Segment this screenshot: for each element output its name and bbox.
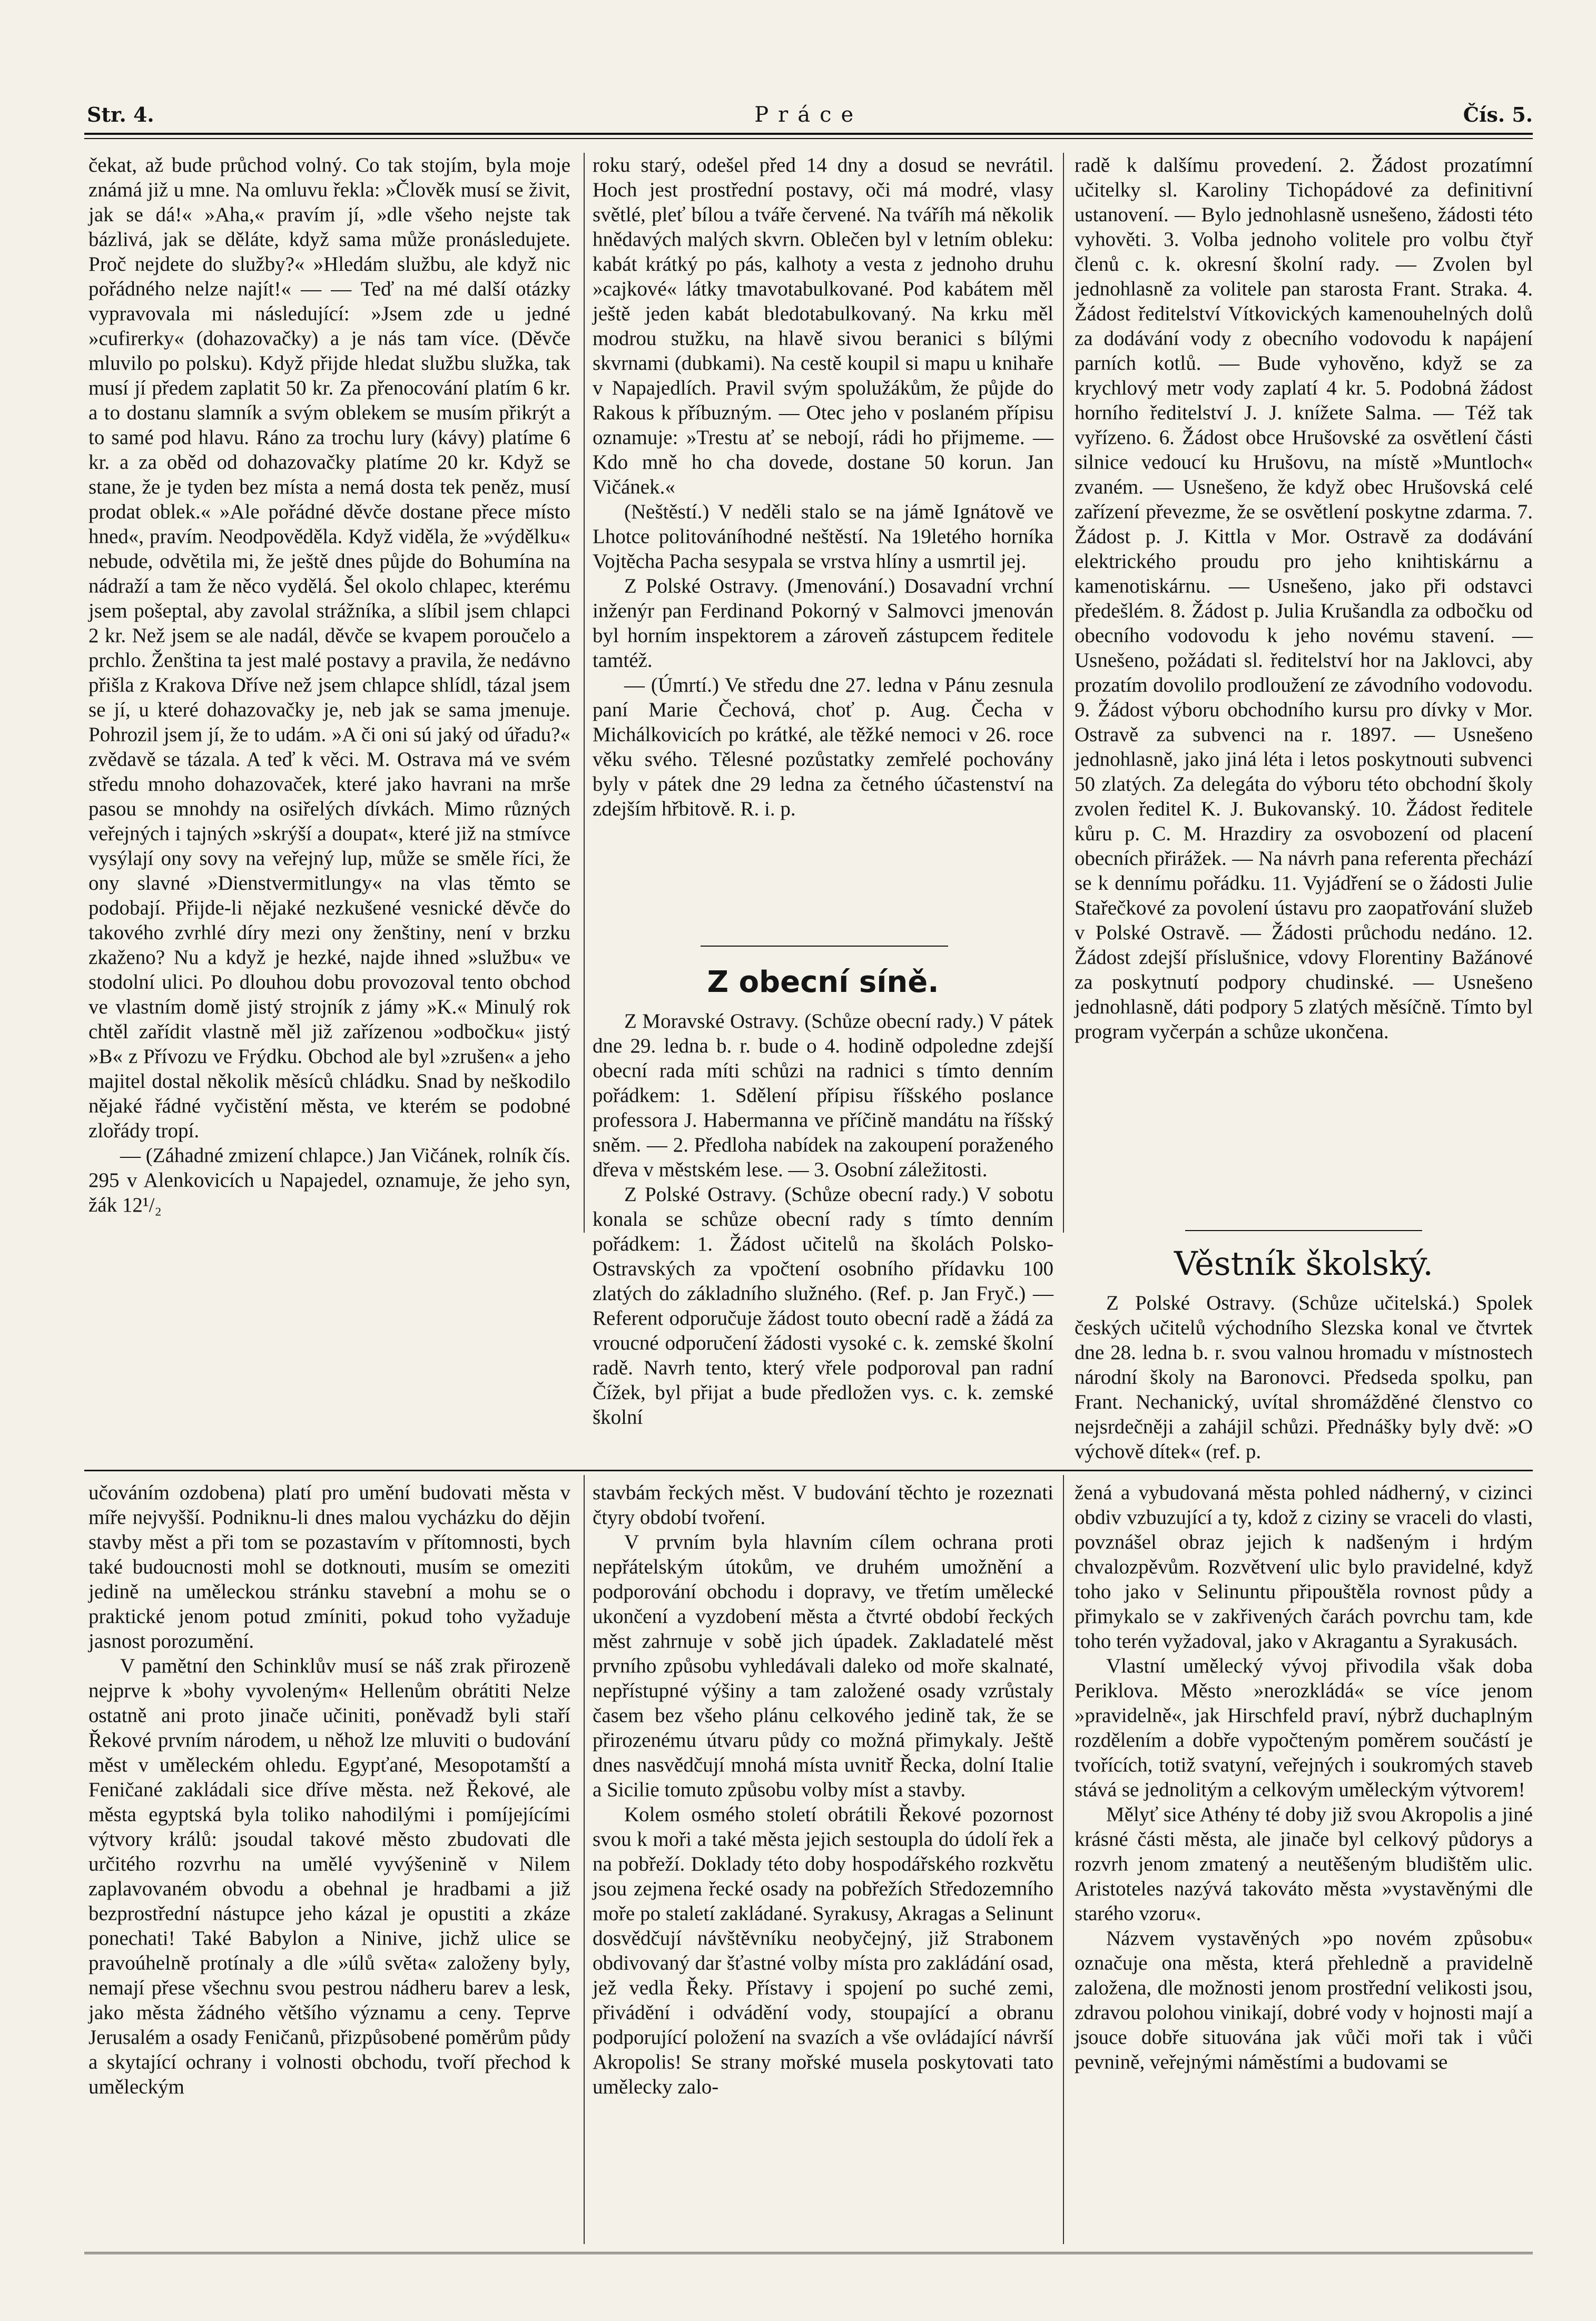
- article-paragraph: Z Polské Ostravy. (Schůze obecní rady.) V sobotu konala se schůze obecní rady s tímto denním pořádkem: 1. Žádost učitelů na školách Polsko-Ostravských za vpočtení osobního přídavku 100 zlatých do základního služného. (Ref. p. Jan Fryč.) — Referent odporučuje žádost touto obecní radě a žádá za vroucné odporučení žádosti vysoké c. k. zemské školní radě. Navrh tento, který vřele podporoval pan radní Čížek, byl přijat a bude předložen vys. c. k. zemské školní: [593, 1183, 1053, 1429]
- section-title-vestnik: Věstník školský.: [1174, 1244, 1433, 1283]
- column-separator: [1063, 153, 1064, 1233]
- bottom-column-2: [593, 1480, 1053, 2244]
- masthead: [87, 103, 1533, 134]
- newspaper-title: Práce: [754, 103, 863, 127]
- article-paragraph: Kolem osmého století obrátili Řekové pozornost svou k moři a také města jejich sestoupla do údolí řek a na pobřeží. Doklady této doby hospodářského rozkvětu jsou zejmena řecké osady na pobřežích Středozemního moře po staletí zakládané. Syrakusy, Akragas a Selinunt dosvědčují návštěvníku neobyčejný, již Strabonem obdivovaný dar šťastné volby místa pro zakládání osad, jež vedla Řeky. Přístavy i spojení po suché zemi, přivádění i odvádění vody, stoupající a obranu podporující položení na svazích a vše ovládající návrší Akropolis! Se strany mořské musela poskytovati tato umělecky zalo-: [593, 1803, 1053, 2098]
- article-paragraph: stavbám řeckých měst. V budování těchto je rozeznati čtyry období tvoření.: [593, 1481, 1053, 1529]
- top-column-1: [88, 153, 570, 1233]
- article-paragraph: Mělyť sice Athény té doby již svou Akropolis a jiné krásné části města, ale jinače byl celkový půdorys a rozvrh jenom zmatený a neutěšeným bludištěm ulic. Aristoteles nazývá takováto města »vystavěnými dle starého vzoru«.: [1075, 1803, 1533, 1925]
- article-paragraph: — (Záhadné zmizení chlapce.) Jan Vičánek, rolník čís. 295 v Alenkovicích u Napajedel, oznamuje, že jeho syn, žák 12¹/₂: [88, 1144, 570, 1216]
- article-paragraph: Z Polské Ostravy. (Schůze učitelská.) Spolek českých učitelů východního Slezska konal ve čtvrtek dne 28. ledna b. r. svou valnou hromadu v místnostech národní školy na Baronovci. Předseda spolku, pan Frant. Nechanický, uvítal shromážděné členstvo co nejsrdečněji a zahájil schůzi. Přednášky byly dvě: »O výchově dítek« (ref. p.: [1075, 1292, 1533, 1463]
- article-paragraph: radě k dalšímu provedení. 2. Žádost prozatímní učitelky sl. Karoliny Tichopádové za definitivní ustanovení. — Bylo jednohlasně usnešeno, žádosti této vyhověti. 3. Volba jednoho volitele pro volbu čtyř členů c. k. okresní školní rady. — Zvolen byl jednohlasně za volitele pan starosta Frant. Straka. 4. Žádost ředitelství Vítkovických kamenouhelných dolů za dodávání vody z obecního vodovodu k napájení parních kotlů. — Bude vyhověno, když se za krychlový metr vody zaplatí 4 kr. 5. Podobná žádost horního ředitelství J. J. knížete Salma. — Též tak vyřízeno. 6. Žádost obce Hrušovské za osvětlení části silnice vedoucí ku Hrušovu, na místě »Muntloch« zvaném. — Usnešeno, že když obec Hrušovská celé zařízení převezme, že se osvětlení poskytne zdarma. 7. Žádost p. J. Kittla v Mor. Ostravě za dodávání elektrického proudu pro jeho knihtiskárnu a kamenotiskárnu. — Usnešeno, jako při odstavci předešlém. 8. Žádost p. Julia Krušandla za odbočku od obecního vodovodu k jeho novému stavení. — Usnešeno, požádati sl. ředitelství hor na Jaklovci, aby prozatím dovolilo prodloužení ze závodního vodovodu. 9. Žádost výboru obchodního kursu pro dívky v Mor. Ostravě za subvenci na r. 1897. — Usnešeno jednohlasně, jako jiná léta i letos poskytnouti subvenci 50 zlatých. Za delegáta do výboru této obchodní školy zvolen ředitel K. J. Bukovanský. 10. Žádost ředitele kůru p. C. M. Hrazdiry za osvobození od placení obecních přirážek. — Na návrh pana referenta přechází se k dennímu pořádku. 11. Vyjádření se o žádosti Julie Stařečkové za povolení ústavu pro zaopatřování služeb v Polské Ostravě. — Žádosti průchodu nedáno. 12. Žádost zdejší příslušnice, vdovy Florentiny Bažánové za poskytnutí podpory chudinské. — Usnešeno jednohlasně, dáti podpory 5 zlatých měsíčně. Tímto byl program vyčerpán a schůze ukončena.: [1075, 154, 1533, 1043]
- column-separator: [584, 153, 585, 1233]
- top-column-2: [593, 153, 1053, 948]
- masthead-rule: [84, 133, 1533, 135]
- article-paragraph: Vlastní umělecký vývoj přivodila však doba Periklova. Město »nerozkládá« se více jenom »pravidelně«, jak Hirschfeld praví, nýbrž duchaplným rozdělením a dobře vypočteným poměrem součástí je tvořících, totiž svatyní, veřejných i soukromých staveb stává se jednolitým a celkovým uměleckým výtvorem!: [1075, 1655, 1533, 1801]
- article-paragraph: V pamětní den Schinklův musí se náš zrak přirozeně nejprve k »bohy vyvoleným« Hellenům obrátiti Nelze ostatně ani proto jinače učiniti, poněvadž byli staří Řekové prvním národem, u něhož lze mluviti o budování měst v uměleckém ohledu. Egypťané, Mesopotamští a Feničané zakládali sice dříve města. než Řekové, ale města egyptská byla toliko nahodilými i pomíjejícími výtvory králů: jsoudal takové město zbudovati dle určitého rozvrhu na umělé vyvýšenině v Nilem zaplavovaném obvodu a obehnal je hradbami a již bezprostřední nástupce jeho kázal je opustiti a zkáze ponechati! Také Babylon a Ninive, jichž ulice se pravoúhelně protínaly a dle »úlů světa« založeny byly, nemají přese všechnu svou pestrou nádheru barev a lesk, jako města žádného většího významu a ceny. Teprve Jerusalém a osady Feničanů, přizpůsobené poměrům půdy a skytající ochrany i volnosti obchodu, tvoří přechod k uměleckým: [88, 1655, 570, 2098]
- article-paragraph: Z Polské Ostravy. (Jmenování.) Dosavadní vrchní inženýr pan Ferdinand Pokorný v Salmovci jmenován byl horním inspektorem a zároveň zástupcem ředitele tamtéž.: [593, 575, 1053, 672]
- section-rule: [701, 946, 948, 947]
- article-paragraph: žená a vybudovaná města pohled nádherný, v cizinci obdiv vzbuzující a ty, kdož z ciziny se vraceli do vlasti, povznášel obraz jejich k nadšeným i hrdým chvalozpěvům. Rozvětvení ulic bylo pravidelné, když toho jako v Selinuntu připouštěla rovnost půdy a přimykalo se v zakřivených čarách povrchu tam, kde toho terén vyžadoval, jako v Akragantu a Syrakusách.: [1075, 1481, 1533, 1653]
- section-title-obecni: Z obecní síně.: [707, 965, 939, 999]
- page-number: Str. 4.: [87, 103, 154, 126]
- article-paragraph: čekat, až bude průchod volný. Co tak stojím, byla moje známá již u mne. Na omluvu řekla: »Člověk musí se živit, jak se dá!« »Aha,« pravím jí, »dle všeho nejste tak bázlivá, jak se děláte, když sama může pronásledujete. Proč nejdete do služby?« »Hledám službu, ale když nic pořádného nelze najít!« — — Teď na mé další otázky vypravovala mi následující: »Jsem zde u jedné »cufirerky« (dohazovačky) a je nás tam více. (Děvče mluvilo po polsku). Když přijde hledat službu služka, tak musí jí předem zaplatit 50 kr. Za přenocování platím 6 kr. a to dostanu slamník a svým oblekem se musím přikrýt a to samé pod hlavu. Ráno za trochu lury (kávy) platíme 6 kr. a za oběd od dohazovačky platíme 20 kr. Když se stane, že je tyden bez místa a nemá dosta tek peněz, musí prodat oblek.« »Ale pořádné děvče dostane přece místo hned«, pravím. Neodpověděla. Když viděla, že »výdělku« nebude, odvětila mi, že ještě dnes půjde do Bohumína na nádraží a tam že něco vydělá. Šel okolo chlapec, kterému jsem pošeptal, aby zavolal strážníka, a slíbil jsem chlapci 2 kr. Než jsem se ale nadál, děvče se kvapem poroučelo a prchlo. Ženština ta jest malé postavy a pravila, že nedávno přišla z Krakova Dříve než jsem chlapce shlídl, tázal jsem se jí, u které dohazovačky je, neb jak se sama jmenuje. Pohrozil jsem jí, že to udám. »A či oni sú jaký od úřadu?« zvědavě se tázala. A teď k věci. M. Ostrava má ve svém středu mnoho dohazovaček, které jako havrani na mrše pasou se mnohdy na osiřelých dívkách. Mimo různých veřejných i tajných »skrýší a doupat«, které již na stmívce vysýlají ony sovy na veřejný lup, může se směle říci, že ony slavné »Dienstvermitlungy« na vlas těmto se podobají. Přijde-li nějaké nezkušené vesnické děvče do takového zvrhlé díry mezi ony ženštiny, není v brzku zkaženo? Nu a když je hezké, najde ihned »službu« ve stodolní ulici. Po dlouhou dobu provozoval tento obchod ve vlastním domě jistý strojník z jámy »K.« Minulý rok chtěl zařídit vlastně měl již zařízenou »odbočku« jistý »B« z Přívozu ve Frýdku. Obchod ale byl »zrušen« a jeho majitel dostal několik měsíců chládku. Snad by neškodilo nějaké řádné vyčistění města, ve kterém se podobné zlořády tropí.: [88, 154, 570, 1142]
- column-separator: [1063, 1475, 1064, 2244]
- top-column-2b: [593, 1009, 1053, 1429]
- bottom-column-3: [1075, 1480, 1533, 2244]
- article-paragraph: V prvním byla hlavním cílem ochrana proti nepřátelským útokům, ve druhém umožnění a podporování obchodu i dopravy, ve třetím umělecké ukončení a vyzdobení města a čtvrté období řeckých měst zahrnuje v sobě jich úpadek. Zakladatelé měst prvního způsobu vyhledávali daleko od moře skalnaté, nepřístupné výšiny a tam založené osady vzrůstaly časem bez všeho plánu celkového jedině tak, že se přirozenému útvaru půdy co možná přimykaly. Ještě dnes nasvědčují mnohá místa uvnitř Řecka, dolní Italie a Sicilie tomuto způsobu volby míst a stavby.: [593, 1531, 1053, 1801]
- article-paragraph: — (Úmrtí.) Ve středu dne 27. ledna v Pánu zesnula paní Marie Čechová, choť p. Aug. Čecha v Michálkovicích po krátké, ale těžké nemoci v 26. roce věku svého. Tělesné pozůstatky zemřelé pochovány byly v pátek dne 29 ledna za četného účastenství na zdejším hřbitově. R. i. p.: [593, 674, 1053, 820]
- article-paragraph: roku starý, odešel před 14 dny a dosud se nevrátil. Hoch jest prostřední postavy, oči má modré, vlasy světlé, pleť bílou a tváře červené. Na tváříh má několik hnědavých malých skvrn. Oblečen byl v letním obleku: kabát krátký po pás, kalhoty a vesta z jednoho druhu »cajkové« látky tmavotabulkované. Pod kabátem měl ještě jeden kabát bledotabulkovaný. Na krku měl modrou stužku, na hlavě sivou beranici s bílými skvrnami (dubkami). Na cestě koupil si mapu u knihaře v Napajedlích. Pravil svým spolužákům, že půjde do Rakous k příbuzným. — Otec jeho v poslaném přípisu oznamuje: »Trestu ať se nebojí, rádi ho přijmeme. — Kdo mně ho cha dovede, dostane 50 korun. Jan Vičánek.«: [593, 154, 1053, 498]
- column-separator: [584, 1475, 585, 2244]
- article-paragraph: učováním ozdobena) platí pro umění budovati města v míře nejvyšší. Podniknu-li dnes malou vycházku do dějin stavby měst a při tom se pozastavím v přítomnosti, bych také budoucnosti mohl se dotknouti, musím se omeziti jedině na uměleckou stránku stavební a mohu se o praktické jenom potud zmíniti, pokud toho vyžaduje jasnost porozumění.: [88, 1481, 570, 1653]
- article-paragraph: Názvem vystavěných »po novém způsobu« označuje ona města, která přehledně a pravidelně založena, dle možnosti jenom prostřední velikosti jsou, zdravou polohou vinikají, dobré vody v hojnosti mají a jsouce dobře situována jak vůči moři tak i vůči pevnině, veřejnými náměstími a budovami se: [1075, 1927, 1533, 2073]
- top-column-3b: [1075, 1291, 1533, 1463]
- horizontal-divider: [84, 1470, 1533, 1471]
- footer-rule: [84, 2252, 1533, 2254]
- top-column-3: [1075, 153, 1533, 1227]
- article-paragraph: Z Moravské Ostravy. (Schůze obecní rady.) V pátek dne 29. ledna b. r. bude o 4. hodině odpoledne zdejší obecní rada míti schůzi na radnici s tímto denním pořádkem: 1. Sdělení přípisu říšského poslance professora J. Habermanna ve příčině mandátu na říšský sněm. — 2. Předloha nabídek na zakoupení poraženého dřeva v městském lese. — 3. Osobní záležitosti.: [593, 1010, 1053, 1181]
- issue-number: Čís. 5.: [1463, 103, 1533, 126]
- bottom-column-1: [88, 1480, 570, 2244]
- article-paragraph: (Neštěstí.) V neděli stalo se na jámě Ignátově ve Lhotce politováníhodné neštěstí. Na 19letého horníka Vojtěcha Pacha sesypala se vrstva hlíny a usmrtil jej.: [593, 500, 1053, 573]
- section-rule: [1185, 1230, 1422, 1231]
- masthead-rule-thin: [84, 138, 1533, 139]
